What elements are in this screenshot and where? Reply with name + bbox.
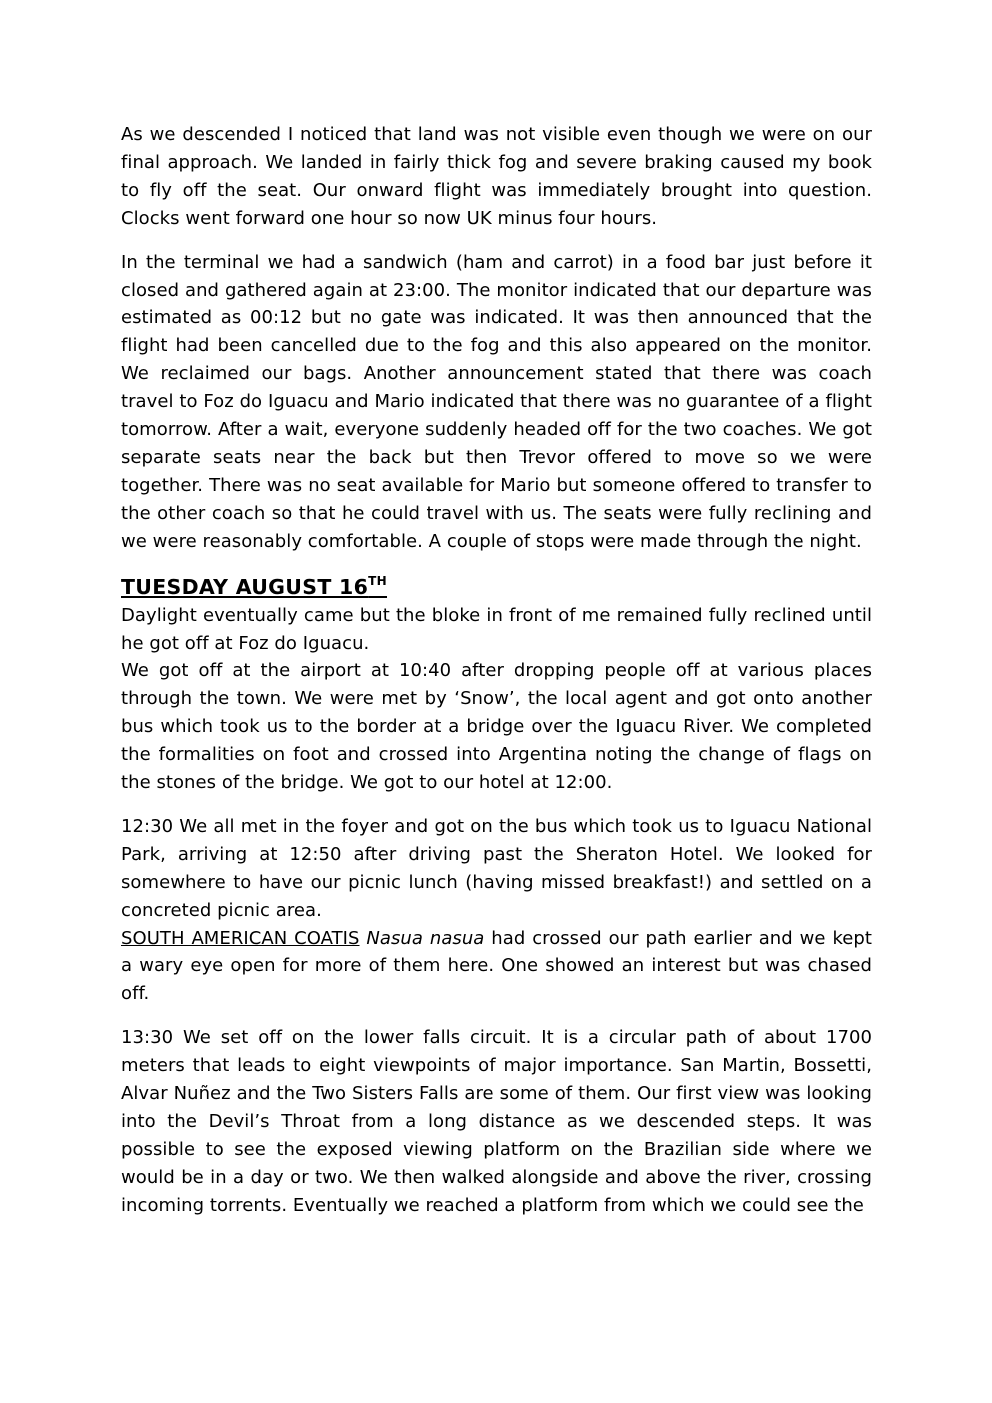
day-heading-text: TUESDAY AUGUST 16: [121, 574, 369, 599]
document-page: [121, 121, 872, 1236]
paragraph-national-park: 12:30 We all met in the foyer and got on the bus which took us to Iguacu National Park, arriving at 12:50 after driving past the Sheraton Hotel. We looked for somewhere to have our picnic lunch (having missed breakfast!) and settled on a concreted picnic area.: [121, 815, 872, 921]
paragraph-terminal: In the terminal we had a sandwich (ham and carrot) in a food bar just before it closed and gathered again at 23:00. The monitor indicated that our departure was estimated as 00:12 but no gate was indicated. It was then announced that the flight had been cancelled due to the fog and this also appeared on the monitor. We reclaimed our bags. Another announcement stated that there was coach travel to Foz do Iguacu and Mario indicated that there was no guarantee of a flight tomorrow. After a wait, everyone suddenly headed off for the two coaches. We got separate seats near the back but then Trevor offered to move so we were together. There was no seat available for Mario but someone offered to transfer to the other coach so that he could travel with us. The seats were fully reclining and we were reasonably comfortable. A couple of stops were made through the night.: [121, 251, 872, 552]
paragraph-airport: We got off at the airport at 10:40 after dropping people off at various places through the town. We were met by ‘Snow’, the local agent and got onto another bus which took us to the border at a bridge over the Iguacu River. We completed the formalities on foot and crossed into Argentina noting the change of flags on the stones of the bridge. We got to our hotel at 12:00.: [121, 660, 872, 794]
species-common-name: SOUTH AMERICAN COATIS: [121, 927, 360, 949]
paragraph-coatis: [121, 925, 872, 1009]
paragraph-daylight: Daylight eventually came but the bloke in front of me remained fully reclined until he got off at Foz do Iguacu.: [121, 604, 872, 654]
paragraph-lower-falls: 13:30 We set off on the lower falls circuit. It is a circular path of about 1700 meters that leads to eight viewpoints of major importance. San Martin, Bossetti, Alvar Nuñez and the Two Sisters Falls are some of them. Our first view was looking into the Devil’s Throat from a long distance as we descended steps. It was possible to see the exposed viewing platform on the Brazilian side where we would be in a day or two. We then walked alongside and above the river, crossing incoming torrents. Eventually we reached a platform from which we could see the: [121, 1027, 872, 1216]
day-heading-suffix: TH: [368, 573, 388, 588]
species-latin-name: Nasua nasua: [366, 927, 485, 949]
paragraph-arrival: As we descended I noticed that land was not visible even though we were on our final approach. We landed in fairly thick fog and severe braking caused my book to fly off the seat. Our onward flight was immediately brought into question. Clocks went forward one hour so now UK minus four hours.: [121, 124, 872, 229]
coatis-text: had crossed our path earlier and we kept a wary eye open for more of them here. One showed an interest but was chased off.: [121, 927, 872, 1005]
day-heading: [121, 572, 872, 602]
